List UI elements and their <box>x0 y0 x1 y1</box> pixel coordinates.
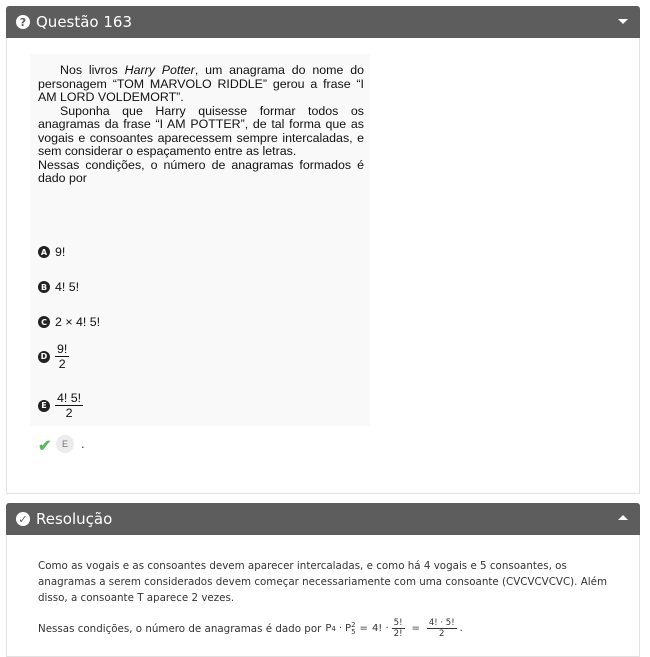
question-title: Questão 163 <box>36 13 133 31</box>
option-d[interactable] <box>38 342 69 371</box>
option-b[interactable] <box>38 280 79 294</box>
check-circle-icon: ✓ <box>16 512 30 526</box>
option-c-badge: C <box>38 316 50 328</box>
option-e-fraction: $\frac{4! 5!}{2}$ <box>57 391 82 420</box>
option-a[interactable] <box>38 245 65 259</box>
statement-paragraph-3: Nessas condições, o número de anagramas formados é dado por <box>38 157 364 185</box>
resolution-paragraph-2 <box>38 618 608 639</box>
question-circle-icon: ? <box>16 15 30 29</box>
chevron-down-icon[interactable] <box>618 19 628 24</box>
check-icon: ✔ <box>38 438 52 455</box>
resolution-panel-header[interactable] <box>6 503 640 535</box>
option-b-badge: B <box>38 281 50 293</box>
option-d-fraction: $\frac{9!}{2}$ <box>57 342 68 371</box>
option-a-badge: A <box>38 246 50 258</box>
option-c-text: 2 × 4! 5! <box>55 315 101 329</box>
resolution-title: Resolução <box>36 510 113 528</box>
option-b-text: 4! 5! <box>55 280 80 294</box>
option-e-badge: E <box>38 400 50 412</box>
option-d-badge: D <box>38 351 50 363</box>
option-e[interactable] <box>38 391 83 420</box>
resolution-paragraph-1: Como as vogais e as consoantes devem aparecer intercaladas, e como há 4 vogais e 5 consoantes, os anagramas a serem considerados devem começar necessariamente com uma consoante (CVCVCVCVC). Além disso, a consoante T aparece 2 vezes. <box>38 560 607 604</box>
resolution-formula: P 4 · P 2 5 = 4! · $\frac{5!}{2!}$ = $\frac{4! \cdot 5!}{2}$ . <box>325 618 463 639</box>
statement-paragraph-2: Suponha que Harry quisesse formar todos os anagramas da frase “I AM POTTER”, de tal forma que as vogais e consoantes aparecessem sempre intercaladas, e sem considerar o espaçamento entre as letras. <box>38 103 364 158</box>
option-c[interactable] <box>38 315 100 329</box>
answer-badge: E <box>56 435 74 453</box>
answer-suffix: . <box>81 436 85 451</box>
option-a-text: 9! <box>55 245 66 259</box>
question-panel-header[interactable] <box>6 6 640 38</box>
chevron-up-icon[interactable] <box>618 515 628 520</box>
question-statement <box>38 64 364 186</box>
resolution-paragraph-2-text: Nessas condições, o número de anagramas é dado por <box>38 622 322 635</box>
statement-paragraph-1: Nos livros Harry Potter, um anagrama do nome do personagem “TOM MARVOLO RIDDLE” gerou a frase “I AM LORD VOLDEMORT”. <box>38 63 364 104</box>
question-image <box>30 54 370 426</box>
